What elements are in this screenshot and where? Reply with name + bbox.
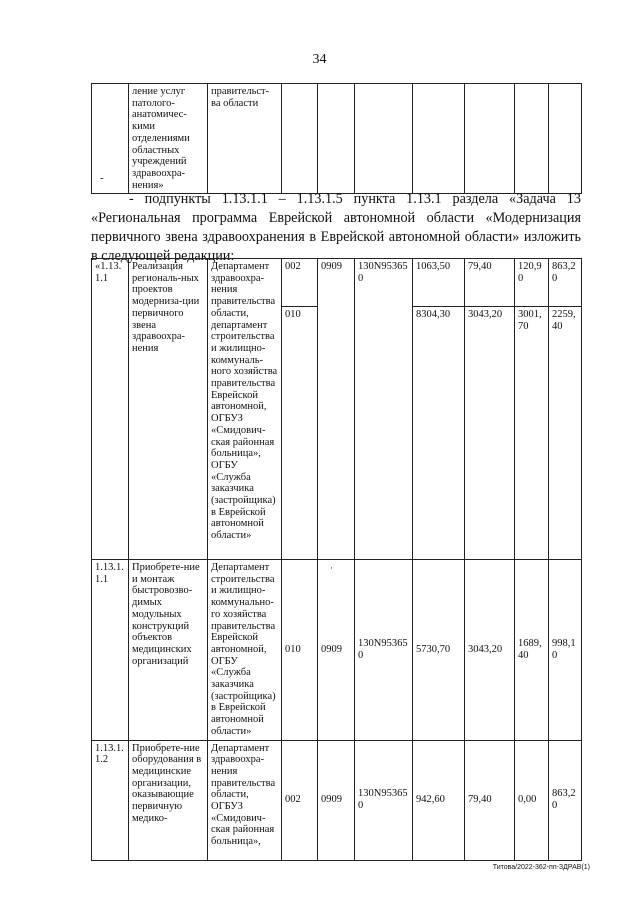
stray-dot: · xyxy=(330,563,333,573)
cell xyxy=(92,84,129,194)
item-department: Департамент здравоохра-нения правительства области, ОГБУЗ «Смидович-ская районная больница», xyxy=(208,740,282,860)
cell xyxy=(549,84,582,194)
executor-cell: правительст-ва области xyxy=(208,84,282,194)
year2-value: 3001,70 xyxy=(515,307,549,560)
year1-value: 79,40 xyxy=(465,259,515,307)
section-code: 0909 xyxy=(318,259,355,560)
year2-value: 0,00 xyxy=(515,740,549,860)
total-value: 1063,50 xyxy=(413,259,465,307)
table-row xyxy=(92,259,582,307)
margin-mark: - xyxy=(100,172,104,184)
cell xyxy=(465,84,515,194)
grbs-code: 010 xyxy=(282,560,318,741)
amendment-paragraph xyxy=(91,190,581,266)
cell xyxy=(282,84,318,194)
cell xyxy=(413,84,465,194)
paragraph-text: - подпункты 1.13.1.1 – 1.13.1.5 пункта 1.13.1 раздела «Задача 13 «Региональная программа Еврейской автономной области «Модернизация первичного звена здравоохранения в Еврейской автономной области» изложить в следующей редакции: xyxy=(91,191,581,264)
total-value: 5730,70 xyxy=(413,560,465,741)
item-department: Департамент строительства и жилищно-коммунально-го хозяйства правительства Еврейской автономной, ОГБУ «Служба заказчика (застройщика) в Еврейской автономной области» xyxy=(208,560,282,741)
cell xyxy=(318,84,355,194)
year2-value: 1689,40 xyxy=(515,560,549,741)
year1-value: 3043,20 xyxy=(465,560,515,741)
cell xyxy=(355,84,413,194)
item-number: 1.13.1.1.2 xyxy=(92,740,129,860)
total-value: 8304,30 xyxy=(413,307,465,560)
year2-value: 120,90 xyxy=(515,259,549,307)
year1-value: 79,40 xyxy=(465,740,515,860)
table-row xyxy=(92,740,582,860)
item-number: 1.13.1.1.1 xyxy=(92,560,129,741)
service-name-cell: ление услуг патолого-анатомичес-кими отделениями областных учреждений здравоохра-нения» xyxy=(129,84,208,194)
year3-value: 998,10 xyxy=(549,560,582,741)
document-footer: Титова/2022-362-пп-ЗДРАВ(1) xyxy=(492,864,590,871)
section-code: 0909 xyxy=(318,560,355,741)
year3-value: 2259,40 xyxy=(549,307,582,560)
year3-value: 863,20 xyxy=(549,740,582,860)
program-table xyxy=(91,258,582,861)
item-name: Приобрете-ние и монтаж быстровозво-димых модульных конструкций объектов медицинских организаций xyxy=(129,560,208,741)
grbs-code: 002 xyxy=(282,259,318,307)
item-name: Реализация региональ-ных проектов модерниза-ции первичного звена здравоохра-нения xyxy=(129,259,208,560)
target-code: 130N953650 xyxy=(355,740,413,860)
page-number: 34 xyxy=(312,52,327,67)
target-code: 130N953650 xyxy=(355,259,413,560)
item-number: «1.13.1.1 xyxy=(92,259,129,560)
top-table-fragment xyxy=(91,83,582,194)
section-code: 0909 xyxy=(318,740,355,860)
grbs-code: 002 xyxy=(282,740,318,860)
table-row xyxy=(92,560,582,741)
cell xyxy=(515,84,549,194)
year1-value: 3043,20 xyxy=(465,307,515,560)
year3-value: 863,20 xyxy=(549,259,582,307)
item-department: Департамент здравоохра-нения правительства области, департамент строительства и жилищно-коммуналь-ного хозяйства правительства Еврейской автономной, ОГБУЗ «Смидович-ская районная больница», ОГБУ «Служба заказчика (застройщика) в Еврейской автономной области» xyxy=(208,259,282,560)
grbs-code: 010 xyxy=(282,307,318,560)
target-code: 130N953650 xyxy=(355,560,413,741)
item-name: Приобрете-ние оборудования в медицинские организации, оказывающие первичную медико- xyxy=(129,740,208,860)
total-value: 942,60 xyxy=(413,740,465,860)
